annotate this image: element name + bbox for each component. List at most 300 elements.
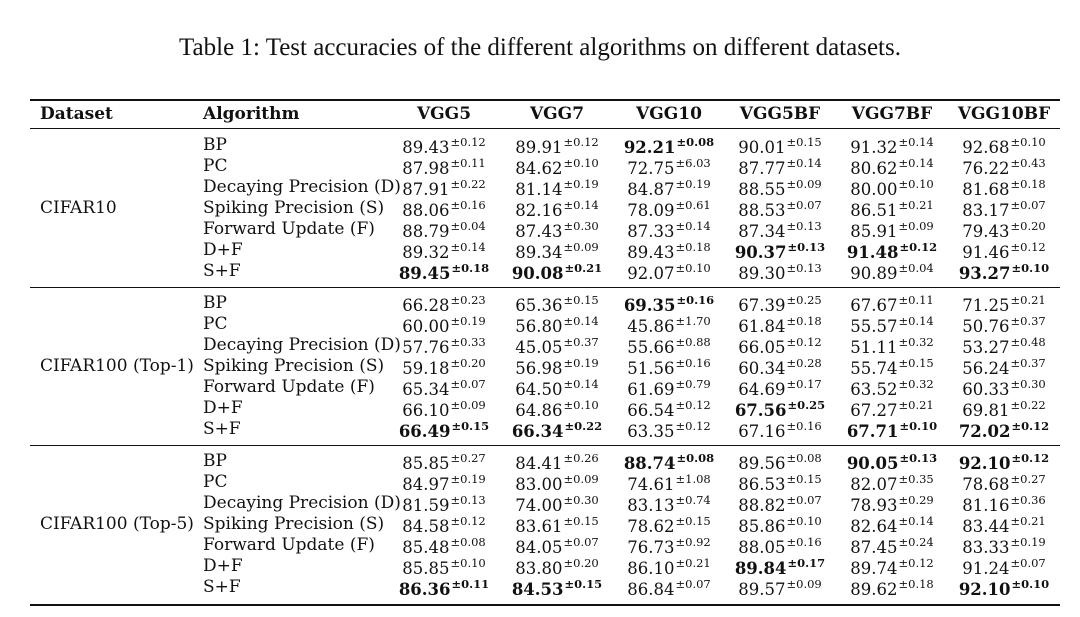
accuracy-cell: [609, 577, 729, 599]
accuracy-value: 83.00: [515, 475, 563, 494]
accuracy-cell: [944, 451, 1064, 473]
accuracy-std: ±0.30: [563, 493, 599, 507]
accuracy-value: 89.34: [515, 243, 563, 262]
accuracy-cell: [944, 577, 1064, 599]
accuracy-cell: [944, 177, 1064, 199]
accuracy-cell: [497, 198, 617, 220]
accuracy-value: 81.68: [962, 180, 1010, 199]
accuracy-value: 78.62: [627, 517, 675, 536]
accuracy-cell: [497, 556, 617, 578]
accuracy-std: ±0.15: [786, 135, 822, 149]
accuracy-value: 69.81: [962, 401, 1010, 420]
header-vgg7: VGG7: [529, 104, 585, 124]
algorithm-label: PC: [203, 472, 228, 492]
accuracy-value: 83.44: [962, 517, 1010, 536]
accuracy-cell: [720, 314, 840, 336]
accuracy-std: ±0.08: [676, 451, 715, 465]
algorithm-label: D+F: [203, 240, 243, 260]
accuracy-value: 86.53: [738, 475, 786, 494]
accuracy-std: ±0.13: [899, 451, 938, 465]
accuracy-std: ±0.10: [1011, 261, 1050, 275]
accuracy-value: 60.33: [962, 380, 1010, 399]
accuracy-cell: [832, 314, 952, 336]
accuracy-value: 72.02: [958, 422, 1011, 441]
accuracy-value: 80.00: [850, 180, 898, 199]
accuracy-std: ±0.21: [675, 556, 711, 570]
accuracy-value: 56.98: [515, 359, 563, 378]
accuracy-value: 81.59: [402, 496, 450, 515]
accuracy-std: ±0.07: [1010, 556, 1046, 570]
header-vgg7bf: VGG7BF: [851, 104, 933, 124]
accuracy-std: ±0.14: [898, 156, 934, 170]
accuracy-cell: [832, 493, 952, 515]
accuracy-std: ±0.09: [563, 472, 599, 486]
accuracy-value: 92.10: [958, 580, 1011, 599]
accuracy-std: ±0.21: [898, 398, 934, 412]
group-separator: [30, 445, 1060, 446]
accuracy-std: ±0.29: [898, 493, 934, 507]
accuracy-value: 83.13: [627, 496, 675, 515]
accuracy-std: ±0.88: [675, 335, 711, 349]
table-caption: Table 1: Test accuracies of the different algorithms on different datasets.: [179, 34, 901, 61]
accuracy-cell: [497, 261, 617, 283]
accuracy-std: ±0.14: [563, 314, 599, 328]
accuracy-value: 55.57: [850, 317, 898, 336]
accuracy-std: ±0.16: [676, 293, 715, 307]
accuracy-std: ±0.19: [563, 356, 599, 370]
accuracy-cell: [384, 240, 504, 262]
accuracy-cell: [832, 177, 952, 199]
accuracy-cell: [832, 377, 952, 399]
accuracy-std: ±0.16: [786, 419, 822, 433]
accuracy-std: ±0.07: [1010, 198, 1046, 212]
accuracy-std: ±0.19: [675, 177, 711, 191]
accuracy-std: ±0.21: [1010, 293, 1046, 307]
accuracy-value: 85.48: [402, 538, 450, 557]
accuracy-cell: [944, 314, 1064, 336]
accuracy-cell: [609, 535, 729, 557]
algorithm-label: Spiking Precision (S): [203, 514, 385, 534]
accuracy-value: 84.62: [515, 159, 563, 178]
accuracy-cell: [384, 177, 504, 199]
accuracy-value: 87.43: [515, 222, 563, 241]
accuracy-std: ±0.15: [563, 293, 599, 307]
accuracy-std: ±0.61: [675, 198, 711, 212]
accuracy-std: ±0.21: [564, 261, 603, 275]
accuracy-std: ±0.14: [786, 156, 822, 170]
accuracy-cell: [609, 240, 729, 262]
accuracy-std: ±0.12: [675, 419, 711, 433]
accuracy-std: ±0.12: [1011, 419, 1050, 433]
accuracy-value: 81.16: [962, 496, 1010, 515]
accuracy-cell: [944, 240, 1064, 262]
accuracy-std: ±0.04: [898, 261, 934, 275]
accuracy-std: ±0.12: [1010, 240, 1046, 254]
accuracy-std: ±0.13: [786, 261, 822, 275]
accuracy-value: 88.53: [738, 201, 786, 220]
accuracy-std: ±0.37: [1010, 314, 1046, 328]
accuracy-cell: [832, 398, 952, 420]
algorithm-label: D+F: [203, 398, 243, 418]
accuracy-value: 91.32: [850, 138, 898, 157]
accuracy-value: 64.50: [515, 380, 563, 399]
accuracy-value: 86.51: [850, 201, 898, 220]
accuracy-cell: [832, 356, 952, 378]
accuracy-value: 85.86: [738, 517, 786, 536]
accuracy-value: 72.75: [627, 159, 675, 178]
algorithm-label: Decaying Precision (D): [203, 177, 401, 197]
algorithm-label: Forward Update (F): [203, 535, 375, 555]
accuracy-value: 83.33: [962, 538, 1010, 557]
group-separator: [30, 287, 1060, 288]
accuracy-cell: [609, 493, 729, 515]
accuracy-value: 60.34: [738, 359, 786, 378]
accuracy-std: ±0.12: [675, 398, 711, 412]
accuracy-cell: [609, 335, 729, 357]
accuracy-value: 89.43: [627, 243, 675, 262]
accuracy-cell: [720, 472, 840, 494]
accuracy-std: ±0.25: [787, 398, 826, 412]
accuracy-cell: [832, 335, 952, 357]
accuracy-std: ±0.20: [1010, 219, 1046, 233]
accuracy-cell: [384, 535, 504, 557]
algorithm-label: PC: [203, 156, 228, 176]
accuracy-value: 66.28: [402, 296, 450, 315]
algorithm-label: S+F: [203, 261, 241, 281]
accuracy-value: 86.10: [627, 559, 675, 578]
accuracy-value: 89.32: [402, 243, 450, 262]
accuracy-value: 81.14: [515, 180, 563, 199]
accuracy-std: ±0.21: [1010, 514, 1046, 528]
accuracy-cell: [720, 535, 840, 557]
accuracy-value: 84.41: [515, 454, 563, 473]
accuracy-value: 78.93: [850, 496, 898, 515]
accuracy-std: ±0.10: [1010, 135, 1046, 149]
accuracy-value: 90.05: [846, 454, 899, 473]
accuracy-value: 79.43: [962, 222, 1010, 241]
accuracy-value: 82.16: [515, 201, 563, 220]
accuracy-cell: [720, 514, 840, 536]
accuracy-std: ±0.11: [450, 156, 486, 170]
accuracy-cell: [720, 198, 840, 220]
accuracy-std: ±0.15: [675, 514, 711, 528]
accuracy-cell: [384, 556, 504, 578]
accuracy-std: ±0.18: [675, 240, 711, 254]
accuracy-std: ±0.12: [450, 135, 486, 149]
accuracy-cell: [720, 356, 840, 378]
accuracy-cell: [832, 219, 952, 241]
accuracy-cell: [384, 314, 504, 336]
accuracy-value: 88.55: [738, 180, 786, 199]
accuracy-std: ±0.12: [786, 335, 822, 349]
accuracy-std: ±0.22: [1010, 398, 1046, 412]
algorithm-label: BP: [203, 135, 227, 155]
accuracy-value: 69.35: [623, 296, 676, 315]
accuracy-cell: [609, 314, 729, 336]
accuracy-value: 86.36: [398, 580, 451, 599]
accuracy-std: ±0.11: [898, 293, 934, 307]
top-rule: [30, 99, 1060, 101]
accuracy-cell: [944, 472, 1064, 494]
accuracy-value: 67.39: [738, 296, 786, 315]
accuracy-cell: [497, 135, 617, 157]
accuracy-cell: [832, 514, 952, 536]
accuracy-std: ±0.23: [450, 293, 486, 307]
accuracy-value: 67.27: [850, 401, 898, 420]
accuracy-cell: [720, 493, 840, 515]
accuracy-value: 63.52: [850, 380, 898, 399]
accuracy-cell: [944, 398, 1064, 420]
accuracy-cell: [944, 356, 1064, 378]
accuracy-cell: [497, 356, 617, 378]
accuracy-value: 65.34: [402, 380, 450, 399]
header-vgg5bf: VGG5BF: [739, 104, 821, 124]
accuracy-cell: [720, 335, 840, 357]
accuracy-value: 53.27: [962, 338, 1010, 357]
accuracy-value: 89.57: [738, 580, 786, 599]
accuracy-value: 85.85: [402, 454, 450, 473]
accuracy-value: 61.69: [627, 380, 675, 399]
accuracy-cell: [832, 261, 952, 283]
accuracy-cell: [384, 577, 504, 599]
accuracy-std: ±0.14: [898, 135, 934, 149]
accuracy-cell: [944, 377, 1064, 399]
accuracy-cell: [832, 293, 952, 315]
accuracy-value: 55.66: [627, 338, 675, 357]
accuracy-std: ±0.30: [563, 219, 599, 233]
accuracy-std: ±0.14: [563, 377, 599, 391]
accuracy-std: ±0.19: [1010, 535, 1046, 549]
algorithm-label: Forward Update (F): [203, 377, 375, 397]
accuracy-cell: [497, 472, 617, 494]
accuracy-value: 91.46: [962, 243, 1010, 262]
accuracy-cell: [944, 156, 1064, 178]
accuracy-value: 84.87: [627, 180, 675, 199]
accuracy-value: 92.10: [958, 454, 1011, 473]
accuracy-cell: [720, 261, 840, 283]
accuracy-std: ±0.07: [786, 493, 822, 507]
accuracy-cell: [832, 556, 952, 578]
accuracy-cell: [720, 240, 840, 262]
accuracy-cell: [384, 398, 504, 420]
accuracy-value: 67.56: [734, 401, 787, 420]
accuracy-cell: [832, 198, 952, 220]
dataset-label: CIFAR100 (Top-5): [40, 514, 194, 534]
accuracy-value: 55.74: [850, 359, 898, 378]
accuracy-value: 88.74: [623, 454, 676, 473]
accuracy-value: 66.10: [402, 401, 450, 420]
accuracy-value: 45.05: [515, 338, 563, 357]
accuracy-value: 86.84: [627, 580, 675, 599]
accuracy-cell: [497, 451, 617, 473]
accuracy-std: ±0.19: [450, 472, 486, 486]
accuracy-cell: [720, 177, 840, 199]
accuracy-std: ±0.17: [787, 556, 826, 570]
accuracy-cell: [720, 219, 840, 241]
accuracy-cell: [944, 556, 1064, 578]
accuracy-cell: [720, 377, 840, 399]
accuracy-cell: [720, 156, 840, 178]
accuracy-std: ±0.18: [898, 577, 934, 591]
header-vgg10: VGG10: [636, 104, 702, 124]
accuracy-cell: [609, 451, 729, 473]
accuracy-cell: [720, 577, 840, 599]
accuracy-value: 51.11: [850, 338, 898, 357]
accuracy-std: ±0.12: [898, 556, 934, 570]
accuracy-value: 76.22: [962, 159, 1010, 178]
accuracy-cell: [832, 472, 952, 494]
accuracy-cell: [497, 577, 617, 599]
accuracy-std: ±0.28: [786, 356, 822, 370]
accuracy-std: ±0.10: [786, 514, 822, 528]
algorithm-label: S+F: [203, 419, 241, 439]
accuracy-std: ±0.12: [899, 240, 938, 254]
accuracy-std: ±0.10: [563, 398, 599, 412]
accuracy-value: 50.76: [962, 317, 1010, 336]
accuracy-value: 82.07: [850, 475, 898, 494]
algorithm-label: Decaying Precision (D): [203, 335, 401, 355]
accuracy-std: ±0.27: [450, 451, 486, 465]
accuracy-value: 84.05: [515, 538, 563, 557]
accuracy-std: ±1.08: [675, 472, 711, 486]
accuracy-std: ±0.92: [675, 535, 711, 549]
accuracy-std: ±0.19: [563, 177, 599, 191]
accuracy-cell: [720, 451, 840, 473]
accuracy-cell: [720, 398, 840, 420]
accuracy-cell: [944, 135, 1064, 157]
accuracy-value: 88.79: [402, 222, 450, 241]
accuracy-std: ±0.14: [675, 219, 711, 233]
accuracy-cell: [384, 135, 504, 157]
accuracy-value: 89.45: [398, 264, 451, 283]
accuracy-std: ±0.10: [1011, 577, 1050, 591]
accuracy-cell: [944, 493, 1064, 515]
accuracy-std: ±0.27: [1010, 472, 1046, 486]
accuracy-value: 63.35: [627, 422, 675, 441]
accuracy-cell: [384, 198, 504, 220]
algorithm-label: Forward Update (F): [203, 219, 375, 239]
accuracy-cell: [609, 472, 729, 494]
accuracy-cell: [944, 335, 1064, 357]
accuracy-value: 89.43: [402, 138, 450, 157]
accuracy-cell: [609, 356, 729, 378]
accuracy-std: ±0.37: [563, 335, 599, 349]
accuracy-std: ±0.09: [450, 398, 486, 412]
accuracy-value: 78.09: [627, 201, 675, 220]
accuracy-std: ±0.36: [1010, 493, 1046, 507]
accuracy-cell: [944, 293, 1064, 315]
accuracy-value: 85.85: [402, 559, 450, 578]
accuracy-cell: [609, 377, 729, 399]
accuracy-value: 67.67: [850, 296, 898, 315]
accuracy-cell: [384, 293, 504, 315]
accuracy-value: 87.34: [738, 222, 786, 241]
accuracy-cell: [497, 514, 617, 536]
accuracy-std: ±0.33: [450, 335, 486, 349]
accuracy-value: 56.24: [962, 359, 1010, 378]
accuracy-std: ±0.12: [563, 135, 599, 149]
accuracy-value: 90.89: [850, 264, 898, 283]
accuracy-std: ±0.43: [1010, 156, 1046, 170]
algorithm-label: PC: [203, 314, 228, 334]
accuracy-value: 93.27: [958, 264, 1011, 283]
accuracy-value: 87.91: [402, 180, 450, 199]
accuracy-std: ±0.48: [1010, 335, 1046, 349]
accuracy-std: ±0.79: [675, 377, 711, 391]
accuracy-value: 92.07: [627, 264, 675, 283]
accuracy-std: ±0.14: [450, 240, 486, 254]
accuracy-std: ±0.09: [898, 219, 934, 233]
accuracy-cell: [384, 377, 504, 399]
algorithm-label: Spiking Precision (S): [203, 198, 385, 218]
accuracy-cell: [497, 535, 617, 557]
accuracy-cell: [497, 335, 617, 357]
accuracy-value: 51.56: [627, 359, 675, 378]
header-vgg5: VGG5: [416, 104, 472, 124]
accuracy-cell: [384, 451, 504, 473]
accuracy-value: 45.86: [627, 317, 675, 336]
accuracy-std: ±0.32: [898, 335, 934, 349]
accuracy-value: 67.16: [738, 422, 786, 441]
accuracy-std: ±0.26: [563, 451, 599, 465]
accuracy-value: 74.61: [627, 475, 675, 494]
accuracy-std: ±0.15: [564, 577, 603, 591]
accuracy-std: ±0.30: [1010, 377, 1046, 391]
accuracy-std: ±0.09: [786, 577, 822, 591]
accuracy-std: ±0.08: [786, 451, 822, 465]
accuracy-std: ±0.24: [898, 535, 934, 549]
accuracy-value: 87.77: [738, 159, 786, 178]
accuracy-value: 90.37: [734, 243, 787, 262]
accuracy-value: 67.71: [846, 422, 899, 441]
accuracy-cell: [832, 156, 952, 178]
accuracy-cell: [832, 240, 952, 262]
accuracy-value: 89.91: [515, 138, 563, 157]
accuracy-std: ±0.10: [450, 556, 486, 570]
accuracy-cell: [609, 419, 729, 441]
accuracy-std: ±0.10: [563, 156, 599, 170]
accuracy-cell: [384, 493, 504, 515]
accuracy-std: ±0.15: [898, 356, 934, 370]
accuracy-std: ±0.14: [898, 514, 934, 528]
accuracy-value: 89.56: [738, 454, 786, 473]
accuracy-value: 85.91: [850, 222, 898, 241]
accuracy-cell: [944, 261, 1064, 283]
accuracy-value: 89.74: [850, 559, 898, 578]
accuracy-value: 83.61: [515, 517, 563, 536]
accuracy-value: 87.45: [850, 538, 898, 557]
header-dataset: Dataset: [40, 104, 113, 124]
accuracy-std: ±0.14: [563, 198, 599, 212]
accuracy-cell: [832, 451, 952, 473]
accuracy-value: 78.68: [962, 475, 1010, 494]
accuracy-std: ±0.07: [450, 377, 486, 391]
accuracy-value: 60.00: [402, 317, 450, 336]
accuracy-cell: [720, 293, 840, 315]
accuracy-cell: [609, 198, 729, 220]
accuracy-std: ±1.70: [675, 314, 711, 328]
accuracy-value: 66.49: [398, 422, 451, 441]
accuracy-value: 74.00: [515, 496, 563, 515]
accuracy-std: ±0.16: [450, 198, 486, 212]
algorithm-label: D+F: [203, 556, 243, 576]
accuracy-value: 88.06: [402, 201, 450, 220]
accuracy-cell: [497, 398, 617, 420]
accuracy-value: 66.05: [738, 338, 786, 357]
accuracy-cell: [497, 219, 617, 241]
accuracy-std: ±0.37: [1010, 356, 1046, 370]
accuracy-std: ±0.13: [787, 240, 826, 254]
